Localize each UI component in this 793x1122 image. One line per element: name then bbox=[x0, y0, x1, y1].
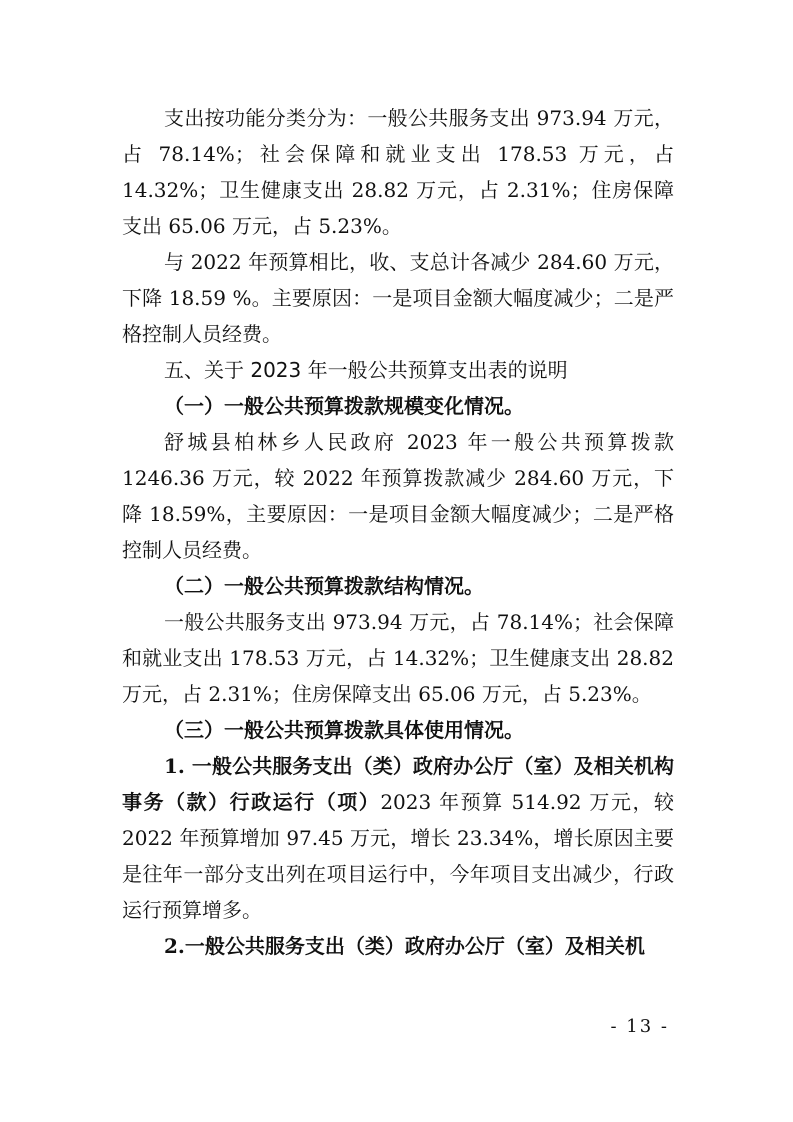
item-two-title: 2.一般公共服务支出（类）政府办公厅（室）及相关机 bbox=[164, 934, 645, 958]
item-one-body: 2023 年预算 514.92 万元，较 2022 年预算增加 97.45 万元，增长 23.34%，增长原因主要是往年一部分支出列在项目运行中，今年项目支出减少，行政运行预算增多。 bbox=[122, 790, 674, 922]
paragraph-budget-comparison: 与 2022 年预算相比，收、支总计各减少 284.60 万元，下降 18.59 %。主要原因：一是项目金额大幅度减少；二是严格控制人员经费。 bbox=[122, 250, 674, 346]
subsection-title-one: （一）一般公共预算拨款规模变化情况。 bbox=[164, 394, 524, 418]
subsection-title-three: （三）一般公共预算拨款具体使用情况。 bbox=[164, 718, 524, 742]
paragraph-item-one bbox=[122, 748, 674, 928]
item-one-title: 1. 一般公共服务支出（类）政府办公厅（室）及相关机构事务（款）行政运行（项） bbox=[122, 754, 674, 814]
page-number: - 13 - bbox=[610, 1016, 669, 1037]
subsection-title-two: （二）一般公共预算拨款结构情况。 bbox=[164, 574, 484, 598]
section-title-five: 五、关于 2023 年一般公共预算支出表的说明 bbox=[164, 358, 568, 382]
paragraph-function-classification: 支出按功能分类分为：一般公共服务支出 973.94 万元，占 78.14%；社会保障和就业支出 178.53 万元，占 14.32%；卫生健康支出 28.82 万元，占 2.31%；住房保障支出 65.06 万元，占 5.23%。 bbox=[122, 106, 674, 238]
body-text bbox=[122, 100, 674, 964]
paragraph-appropriation-scale: 舒城县柏林乡人民政府 2023 年一般公共预算拨款 1246.36 万元，较 2022 年预算拨款减少 284.60 万元，下降 18.59%，主要原因：一是项目金额大幅度减少；二是严格控制人员经费。 bbox=[122, 430, 674, 562]
paragraph-appropriation-structure: 一般公共服务支出 973.94 万元，占 78.14%；社会保障和就业支出 178.53 万元，占 14.32%；卫生健康支出 28.82 万元，占 2.31%；住房保障支出 65.06 万元，占 5.23%。 bbox=[122, 610, 674, 706]
